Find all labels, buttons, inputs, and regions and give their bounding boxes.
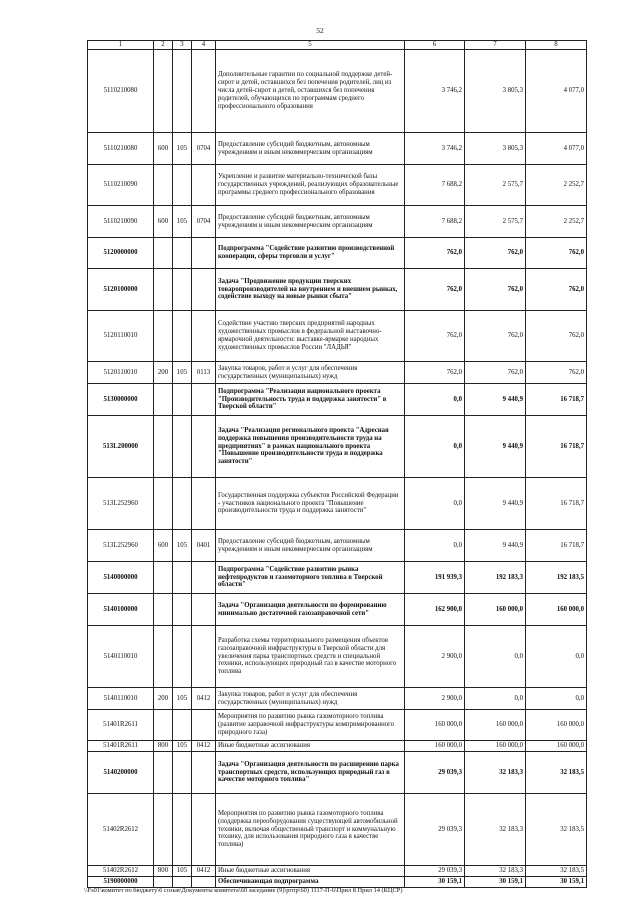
chapter-cell (173, 416, 192, 478)
expense-type-cell (154, 165, 173, 206)
amount-cell: 32 183,3 (465, 752, 526, 794)
amount-cell: 762,0 (465, 269, 526, 311)
section-cell (192, 238, 216, 269)
amount-cell: 0,0 (405, 530, 465, 562)
target-code-cell: 5130000000 (88, 384, 154, 416)
column-header: 4 (192, 41, 216, 50)
chapter-cell (173, 710, 192, 741)
amount-cell: 29 039,3 (405, 794, 465, 866)
target-code-cell: 51401R2611 (88, 741, 154, 752)
target-code-cell: 5140100000 (88, 594, 154, 626)
column-header: 7 (465, 41, 526, 50)
amount-cell: 2 252,7 (526, 165, 587, 206)
section-cell (192, 416, 216, 478)
amount-cell: 3 805,3 (465, 50, 526, 133)
table-row (88, 238, 587, 269)
amount-cell: 9 440,9 (465, 530, 526, 562)
description-cell: Иные бюджетные ассигнования (216, 866, 405, 877)
chapter-cell: 105 (173, 866, 192, 877)
amount-cell: 762,0 (465, 238, 526, 269)
section-cell (192, 165, 216, 206)
description-cell: Мероприятия по развитию рынка газомоторного топлива (поддержка переоборудования существующей автомобильной техники, включая общественный транспорт и коммунальную технику, для использования природного газа в качестве топлива) (216, 794, 405, 866)
section-cell: 0704 (192, 133, 216, 165)
section-cell (192, 562, 216, 594)
table-row (88, 478, 587, 530)
amount-cell: 160 000,0 (465, 710, 526, 741)
table-header-row (88, 41, 587, 50)
table-row (88, 165, 587, 206)
amount-cell: 2 900,0 (405, 688, 465, 710)
target-code-cell: 5120000000 (88, 238, 154, 269)
amount-cell: 160 000,0 (405, 710, 465, 741)
chapter-cell: 105 (173, 133, 192, 165)
amount-cell: 762,0 (465, 311, 526, 362)
amount-cell: 160 000,0 (465, 741, 526, 752)
expense-type-cell (154, 478, 173, 530)
chapter-cell (173, 626, 192, 688)
section-cell (192, 269, 216, 311)
target-code-cell: 5120110010 (88, 362, 154, 384)
amount-cell: 9 440,9 (465, 384, 526, 416)
description-cell: Подпрограмма "Содействие развитию производственной кооперации, сферы торговли и услуг" (216, 238, 405, 269)
column-header: 8 (526, 41, 587, 50)
amount-cell: 160 000,0 (465, 594, 526, 626)
description-cell: Государственная поддержка субъектов Российской Федерации - участников национального проекта "Повышение производительности труда и поддержка занятости" (216, 478, 405, 530)
table-row (88, 626, 587, 688)
target-code-cell: 51402R2612 (88, 794, 154, 866)
target-code-cell: 513L252960 (88, 530, 154, 562)
section-cell (192, 877, 216, 888)
expense-type-cell (154, 752, 173, 794)
target-code-cell: 5110210080 (88, 133, 154, 165)
amount-cell: 16 718,7 (526, 478, 587, 530)
description-cell: Дополнительные гарантии по социальной поддержке детей-сирот и детей, оставшихся без попечения родителей, лиц из числа детей-сирот и детей, оставшихся без попечения родителей, обучающихся по программам среднего профессионального образования (216, 50, 405, 133)
amount-cell: 16 718,7 (526, 530, 587, 562)
amount-cell: 32 183,5 (526, 866, 587, 877)
table-row (88, 269, 587, 311)
amount-cell: 7 688,2 (405, 206, 465, 238)
amount-cell: 29 039,3 (405, 752, 465, 794)
expense-type-cell (154, 416, 173, 478)
expense-type-cell (154, 562, 173, 594)
amount-cell: 160 000,0 (526, 741, 587, 752)
description-cell: Задача "Реализация регионального проекта "Адресная поддержка повышения производительности труда на предприятиях" в рамках национального проекта "Повышение производительности труда и поддержка занятости" (216, 416, 405, 478)
description-cell: Закупка товаров, работ и услуг для обеспечения государственных (муниципальных) нужд (216, 362, 405, 384)
table-row (88, 133, 587, 165)
chapter-cell (173, 269, 192, 311)
expense-type-cell: 600 (154, 530, 173, 562)
section-cell: 0412 (192, 866, 216, 877)
chapter-cell: 105 (173, 530, 192, 562)
table-row (88, 416, 587, 478)
chapter-cell (173, 752, 192, 794)
section-cell (192, 384, 216, 416)
column-header: 1 (88, 41, 154, 50)
target-code-cell: 51402R2612 (88, 866, 154, 877)
chapter-cell (173, 794, 192, 866)
amount-cell: 4 077,0 (526, 50, 587, 133)
target-code-cell: 5140000000 (88, 562, 154, 594)
expense-type-cell (154, 269, 173, 311)
amount-cell: 16 718,7 (526, 384, 587, 416)
description-cell: Закупка товаров, работ и услуг для обеспечения государственных (муниципальных) нужд (216, 688, 405, 710)
chapter-cell (173, 562, 192, 594)
target-code-cell: 5140110010 (88, 688, 154, 710)
expense-type-cell: 800 (154, 741, 173, 752)
amount-cell: 32 183,5 (526, 794, 587, 866)
column-header: 2 (154, 41, 173, 50)
budget-table (87, 40, 587, 888)
amount-cell: 0,0 (405, 478, 465, 530)
amount-cell: 762,0 (526, 362, 587, 384)
description-cell: Иные бюджетные ассигнования (216, 741, 405, 752)
expense-type-cell (154, 594, 173, 626)
table-row (88, 594, 587, 626)
section-cell (192, 794, 216, 866)
expense-type-cell (154, 877, 173, 888)
expense-type-cell: 600 (154, 206, 173, 238)
chapter-cell (173, 478, 192, 530)
section-cell (192, 710, 216, 741)
amount-cell: 762,0 (405, 238, 465, 269)
table-row (88, 206, 587, 238)
amount-cell: 30 159,1 (526, 877, 587, 888)
table-row (88, 530, 587, 562)
expense-type-cell (154, 384, 173, 416)
amount-cell: 9 440,9 (465, 478, 526, 530)
amount-cell: 7 688,2 (405, 165, 465, 206)
table-row (88, 384, 587, 416)
amount-cell: 16 718,7 (526, 416, 587, 478)
table-row (88, 741, 587, 752)
amount-cell: 192 183,5 (526, 562, 587, 594)
expense-type-cell (154, 794, 173, 866)
chapter-cell (173, 165, 192, 206)
amount-cell: 762,0 (405, 311, 465, 362)
section-cell (192, 626, 216, 688)
section-cell: 0412 (192, 688, 216, 710)
column-header: 3 (173, 41, 192, 50)
expense-type-cell: 200 (154, 362, 173, 384)
chapter-cell (173, 594, 192, 626)
expense-type-cell (154, 626, 173, 688)
amount-cell: 0,0 (405, 384, 465, 416)
amount-cell: 32 183,3 (465, 866, 526, 877)
table-row (88, 562, 587, 594)
description-cell: Подпрограмма "Содействие развитию рынка нефтепродуктов и газомоторного топлива в Тверской области" (216, 562, 405, 594)
amount-cell: 762,0 (465, 362, 526, 384)
expense-type-cell: 600 (154, 133, 173, 165)
table-row (88, 877, 587, 888)
table-row (88, 866, 587, 877)
expense-type-cell: 200 (154, 688, 173, 710)
amount-cell: 2 575,7 (465, 165, 526, 206)
target-code-cell: 5190000000 (88, 877, 154, 888)
section-cell: 0704 (192, 206, 216, 238)
amount-cell: 762,0 (526, 269, 587, 311)
amount-cell: 160 000,0 (405, 741, 465, 752)
section-cell (192, 311, 216, 362)
target-code-cell: 51401R2611 (88, 710, 154, 741)
target-code-cell: 5110210090 (88, 206, 154, 238)
target-code-cell: 5140200000 (88, 752, 154, 794)
table-row (88, 362, 587, 384)
expense-type-cell (154, 50, 173, 133)
expense-type-cell: 800 (154, 866, 173, 877)
table-row (88, 311, 587, 362)
section-cell: 0113 (192, 362, 216, 384)
amount-cell: 9 440,9 (465, 416, 526, 478)
description-cell: Предоставление субсидий бюджетным, автономным учреждениям и иным некоммерческим организациям (216, 133, 405, 165)
amount-cell: 30 159,1 (465, 877, 526, 888)
description-cell: Задача "Организация деятельности по расширению парка транспортных средств, использующих природный газ в качестве моторного топлива" (216, 752, 405, 794)
column-header: 5 (216, 41, 405, 50)
amount-cell: 2 900,0 (405, 626, 465, 688)
chapter-cell (173, 238, 192, 269)
chapter-cell (173, 877, 192, 888)
target-code-cell: 5110210080 (88, 50, 154, 133)
amount-cell: 0,0 (405, 416, 465, 478)
section-cell (192, 50, 216, 133)
section-cell (192, 752, 216, 794)
chapter-cell (173, 50, 192, 133)
section-cell (192, 478, 216, 530)
table-row (88, 50, 587, 133)
amount-cell: 762,0 (405, 362, 465, 384)
expense-type-cell (154, 710, 173, 741)
chapter-cell (173, 384, 192, 416)
section-cell (192, 594, 216, 626)
amount-cell: 762,0 (526, 311, 587, 362)
description-cell: Мероприятия по развитию рынка газомоторного топлива (развитие заправочной инфраструктуры компримированного природного газа) (216, 710, 405, 741)
description-cell: Содействие участию тверских предприятий народных художественных промыслов в федеральной выставочно-ярмарочной деятельности: выставке-ярмарке народных художественных промыслов России "ЛАДЬЯ" (216, 311, 405, 362)
column-header: 6 (405, 41, 465, 50)
chapter-cell: 105 (173, 688, 192, 710)
table-row (88, 688, 587, 710)
amount-cell: 160 000,0 (526, 710, 587, 741)
amount-cell: 0,0 (465, 626, 526, 688)
description-cell: Задача "Организация деятельности по формированию минимально достаточной газозаправочной сети" (216, 594, 405, 626)
amount-cell: 762,0 (405, 269, 465, 311)
description-cell: Укрепление и развитие материально-технической базы государственных учреждений, реализующих образовательные программы среднего профессионального образования (216, 165, 405, 206)
section-cell: 0412 (192, 741, 216, 752)
amount-cell: 2 575,7 (465, 206, 526, 238)
amount-cell: 0,0 (526, 626, 587, 688)
target-code-cell: 513L252960 (88, 478, 154, 530)
target-code-cell: 513L200000 (88, 416, 154, 478)
amount-cell: 192 183,3 (465, 562, 526, 594)
expense-type-cell (154, 238, 173, 269)
chapter-cell: 105 (173, 741, 192, 752)
expense-type-cell (154, 311, 173, 362)
amount-cell: 32 183,3 (465, 794, 526, 866)
page-number: 52 (316, 26, 324, 35)
amount-cell: 0,0 (526, 688, 587, 710)
amount-cell: 160 000,0 (526, 594, 587, 626)
amount-cell: 3 805,3 (465, 133, 526, 165)
amount-cell: 3 746,2 (405, 133, 465, 165)
amount-cell: 162 900,0 (405, 594, 465, 626)
section-cell: 0401 (192, 530, 216, 562)
table-row (88, 752, 587, 794)
description-cell: Разработка схемы территориального размещения объектов газозаправочной инфраструктуры в Тверской области для увеличения парка транспортных средств и специальной техники, использующих природный газ в качестве моторного топлива (216, 626, 405, 688)
description-cell: Предоставление субсидий бюджетным, автономным учреждениям и иным некоммерческим организациям (216, 206, 405, 238)
amount-cell: 0,0 (465, 688, 526, 710)
table-row (88, 710, 587, 741)
description-cell: Задача "Продвижение продукции тверских товаропроизводителей на внутреннем и внешнем рынках, содействие выходу на новые рынки сбыта" (216, 269, 405, 311)
amount-cell: 4 077,0 (526, 133, 587, 165)
amount-cell: 32 183,5 (526, 752, 587, 794)
table-row (88, 794, 587, 866)
target-code-cell: 5140110010 (88, 626, 154, 688)
chapter-cell: 105 (173, 206, 192, 238)
amount-cell: 2 252,7 (526, 206, 587, 238)
amount-cell: 191 939,3 (405, 562, 465, 594)
description-cell: Обеспечивающая подпрограмма (216, 877, 405, 888)
target-code-cell: 5110210090 (88, 165, 154, 206)
target-code-cell: 5120100000 (88, 269, 154, 311)
amount-cell: 762,0 (526, 238, 587, 269)
description-cell: Предоставление субсидий бюджетным, автономным учреждениям и иным некоммерческим организациям (216, 530, 405, 562)
description-cell: Подпрограмма "Реализация национального проекта "Производительность труда и поддержка занятости" в Тверской области" (216, 384, 405, 416)
chapter-cell: 105 (173, 362, 192, 384)
amount-cell: 3 746,2 (405, 50, 465, 133)
file-path-footer: \\Fs01\комитет по бюджету\6 созыв\Документы комитета\60 заседание (9)\ргпр\60) 1117-П-6\Прил 8 Прил 14 (КЦСР) (84, 887, 403, 894)
chapter-cell (173, 311, 192, 362)
amount-cell: 30 159,1 (405, 877, 465, 888)
amount-cell: 29 039,3 (405, 866, 465, 877)
target-code-cell: 5120110010 (88, 311, 154, 362)
